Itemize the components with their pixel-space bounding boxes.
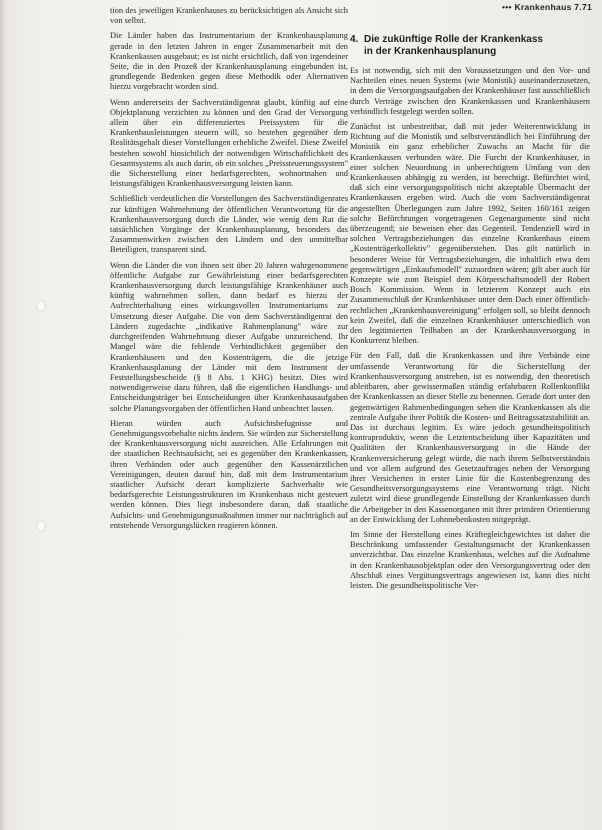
right-paragraph-4: Im Sinne der Herstellung eines Kräftegleichgewichtes ist daher die Beschränkung umfassender Gestaltungsmacht der Krankenkassen unverzichtbar. Das einzelne Krankenhaus, welches auf die Aufnahme in den Krankenhausobjektplan oder den Versorgungsvertrag oder den Abschluß eines Vergütungsvertrags angewiesen ist, kann dies nicht leisten. Die gesundheitspolitische Ver- — [350, 529, 590, 590]
punch-hole-bottom — [36, 520, 46, 532]
left-paragraph-3: Wenn andererseits der Sachverständigenrat glaubt, künftig auf eine Objektplanung verzichten zu können und den Grad der Versorgung allein über ein differenziertes Preissystem für die Krankenhausleistungen steuern will, so bestehen gegenüber dem Realitätsgehalt dieser Vorstellungen erhebliche Zweifel. Diese Zweifel bestehen sowohl hinsichtlich der notwendigen Wirtschaftlichkeit des Gesamtsystems als auch darin, ob ein solches „Preissteuerungssystem" die Sicherstellung einer bedarfsgerechten, wohnortnahen und leistungsfähigen Krankenhausversorgung leisten kann. — [110, 97, 348, 189]
right-paragraph-1: Es ist notwendig, sich mit den Voraussetzungen und den Vor- und Nachteilen eines neuen Systems (wie Monistik) auseinanderzusetzen, in dem die Versorgungsaufgaben der Krankenhäuser fast ausschließlich durch Verträge zwischen den Krankenkassen und Krankenhäusern verbindlich festgelegt werden sollen. — [350, 66, 590, 116]
section-heading-line2: in der Krankenhausplanung — [364, 46, 497, 57]
right-column — [350, 6, 590, 596]
left-paragraph-5: Wenn die Länder die von ihnen seit über 20 Jahren wahrgenommene öffentliche Aufgabe zur Gewährleistung einer bedarfsgerechten Krankenhausversorgung durch leistungsfähige Krankenhäuser auch künftig wahrnehmen sollen, dann bedarf es hierzu der Aufrechterhaltung eines wirkungsvollen Instrumentariums zur Umsetzung dieser Aufgabe. Die von dem Sachverständigenrat den Ländern zugedachte „indikative Rahmenplanung" wäre zur durchgreifenden Wahrnehmung dieser Aufgabe unzureichend. Ihr Mangel wäre die fehlende Verbindlichkeit gegenüber den Krankenhäusern und den Kostenträgern, die die jetzige Krankenhausplanung der Länder mit dem Instrument der Feststellungsbescheide (§ 8 Abs. 1 KHG) besitzt. Dies wird notwendigerweise dazu führen, daß die eigentlichen Handlungs- und Entscheidungsträger bei Entscheidungen über Krankenhausaufgaben solche Planungsvorgaben der öffentlichen Hand unbeachtet lassen. — [110, 260, 348, 413]
right-paragraph-3: Für den Fall, daß die Krankenkassen und ihre Verbände eine umfassende Verantwortung für die Sicherstellung der Krankenhausversorgung anstreben, ist es notwendig, den theoretisch ableitbaren, aber gewissermaßen ständig erfahrbaren Rollenkonflikt der Krankenkassen an dieser Stelle zu benennen. Gerade dort unter den gegenwärtigen Rahmenbedingungen sehen die Krankenkassen als die zentrale Aufgabe ihrer Politik die Kosten- und Beitragssatzstabilität an. Das ist durchaus legitim. Es wäre jedoch gesundheitspolitisch kontraproduktiv, wenn die Letztentscheidung über Kapazitäten und Qualitäten der Krankenhausversorgung in die Hände der Krankenversicherung gelegt würde, die nach ihrem Selbstverständnis und vor allem aufgrund des Gesetzauftrages neben der Versorgung ihrer Versicherten in erster Linie für die Kostenbegrenzung des Gesundheitsversorgungssystems eine Verantwortung trägt. Nicht zuletzt wird diese grundlegende Einstellung der Krankenkassen durch die Arbeitgeber in den Kassenorganen mit ihrer primären Orientierung an der Entwicklung der Lohnnebenkosten mitgeprägt. — [350, 351, 590, 524]
left-paragraph-2: Die Länder haben das Instrumentarium der Krankenhausplanung gerade in den letzten Jahren in enger Zusammenarbeit mit den Krankenkassen ausgebaut; es ist nicht ersichtlich, daß von irgendeiner Seite, die in den Prozeß der Krankenhausplanung eingebunden ist, grundlegende Bedenken gegen diese Methodik oder Alternativen hierzu vorgebracht worden sind. — [110, 31, 348, 92]
section-heading — [350, 34, 590, 58]
punch-hole-top — [36, 300, 46, 312]
left-paragraph-4: Schließlich verdeutlichen die Vorstellungen des Sachverständigenrates zur künftigen Wahrnehmung der öffentlichen Verantwortung für die Krankenhausversorgung durch die Länder, wie wenig dem Rat die tatsächlichen Vorgänge der Krankenhausplanung, besonders das Zusammenwirken zwischen den Ländern und den unmittelbar Beteiligten, transparent sind. — [110, 194, 348, 255]
left-paragraph-1: tion des jeweiligen Krankenhauses zu berücksichtigen als Ansicht sich von selbst. — [110, 6, 348, 26]
running-head: ••• Krankenhaus 7.71 — [501, 2, 592, 12]
section-heading-line1: Die zukünftige Rolle der Krankenkass — [364, 34, 543, 45]
page-edge-shadow — [0, 0, 6, 830]
right-paragraph-2: Zunächst ist unbestreitbar, daß mit jeder Weiterentwicklung in Richtung auf die Monistik und selbstverständlich bei Einführung der Monistik ein ganz erheblicher Zuwachs an Macht für die Krankenkassen verbunden wäre. Die Furcht der Krankenhäuser, in einer solchen Neuordnung in unberechtigtem Umfang von den Krankenkassen abhängig zu werden, ist berechtigt. Befürchtet wird, daß sich eine versorgungspolitisch nicht akzeptable Übermacht der Krankenkassen ergeben wird. Auch die vom Sachverständigenrat angestellten Überlegungen zum Jahre 1992, Seiten 160/161 zeigen solche Befürchtungen vorgetragenen Gegenargumente sind nicht überzeugend; sie beweisen eher das Gegenteil. Tendenziell wird in solchen Vertragsbeziehungen das einzelne Krankenhaus einem „Kostenträgerkollektiv" gegenüberstehen. Das gilt natürlich in besonderer Weise für Vertragsbeziehungen, die inhaltlich etwa dem gegenwärtigen „Einkaufsmodell" zuzuordnen wären; gilt aber auch für Konzepte wie zum Beispiel dem Körperschaftsmodell der Robert Bosch Kommission. Wenn in letzterem Konzept auch ein Zusammenschluß der Krankenhäuser unter dem Dach einer öffentlich-rechtlichen „Krankenhausvereinigung" erfolgen soll, so bleibt dennoch kein Zweifel, daß die einzelnen Krankenhäuser unterschiedlich von den legitimierten Teilhaben an der Krankenhausversorgung in Konkurrenz bleiben. — [350, 122, 590, 346]
left-paragraph-6: Hieran würden auch Aufsichtsbefugnisse und Genehmigungsvorbehalte nichts ändern. Sie würden zur Sicherstellung der Krankenhausversorgung nicht ausreichen. Alle Erfahrungen mit der staatlichen Rechtsaufsicht, sei es gegenüber den Krankenkassen, ihren Verbänden oder auch gegenüber den Kassenärztlichen Vereinigungen, deuten darauf hin, daß mit dem Instrumentarium staatlicher Aufsicht derart komplizierte Sachverhalte wie bedarfsgerechte Leistungsstrukturen im Krankenhaus nicht gesteuert werden können. Dies liegt insbesondere daran, daß staatliche Aufsichts- und Genehmigungsmaßnahmen immer nur nachträglich auf entstehende Versorgungslücken reagieren können. — [110, 418, 348, 530]
section-heading-number: 4. — [350, 34, 359, 45]
left-column — [110, 6, 348, 536]
